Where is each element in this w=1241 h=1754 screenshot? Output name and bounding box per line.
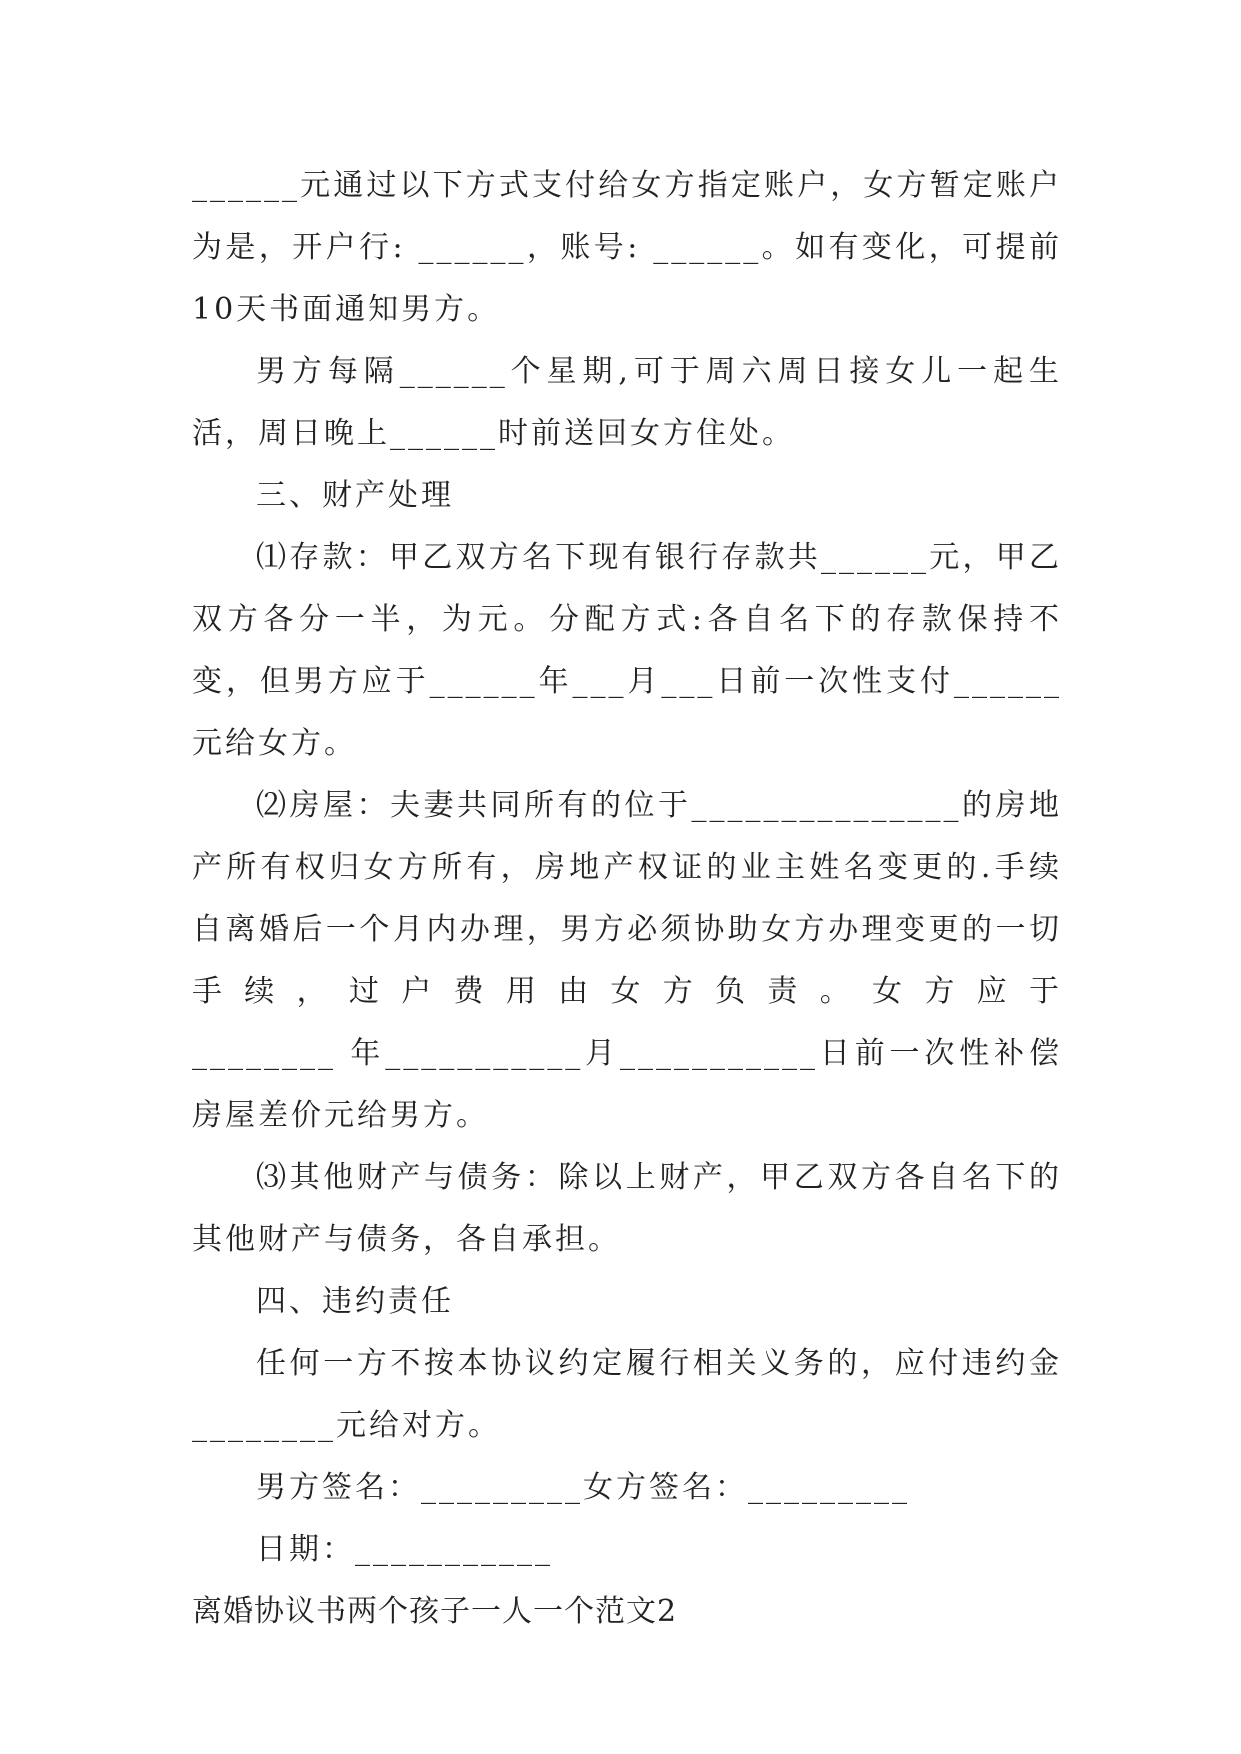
payment-paragraph: ______元通过以下方式支付给女方指定账户，女方暂定账户为是，开户行: ______，账号: ______。如有变化，可提前10天书面通知男方。 — [192, 168, 1062, 327]
signature-line: 男方签名：_________女方签名：_________ — [256, 1470, 910, 1505]
document-body — [192, 155, 1062, 1643]
other-property-paragraph: ⑶其他财产与债务：除以上财产，甲乙双方各自名下的其他财产与债务，各自承担。 — [192, 1160, 1062, 1257]
date-line: 日期：___________ — [256, 1532, 553, 1567]
house-paragraph: ⑵房屋：夫妻共同所有的位于_______________的房地产所有权归女方所有，房地产权证的业主姓名变更的.手续自离婚后一个月内办理，男方必须协助女方办理变更的一切手 续 ， 过 户 费 用 由 女 方 负 责 。 女 方 应 于 ________ 年___________月___________日前一次性补偿房屋差价元给男方。 — [192, 788, 1062, 1133]
savings-paragraph: ⑴存款：甲乙双方名下现有银行存款共______元，甲乙双方各分一半，为元。分配方式:各自名下的存款保持不变，但男方应于______年___月___日前一次性支付______元给女方。 — [192, 540, 1062, 761]
section-heading-property: 三、财产处理 — [256, 478, 454, 513]
breach-paragraph: 任何一方不按本协议约定履行相关义务的，应付违约金________元给对方。 — [192, 1346, 1062, 1443]
next-document-title: 离婚协议书两个孩子一人一个范文2 — [192, 1594, 678, 1629]
visitation-paragraph: 男方每隔______个星期,可于周六周日接女儿一起生活，周日晚上______时前送回女方住处。 — [192, 354, 1062, 451]
section-heading-breach: 四、违约责任 — [256, 1284, 454, 1319]
